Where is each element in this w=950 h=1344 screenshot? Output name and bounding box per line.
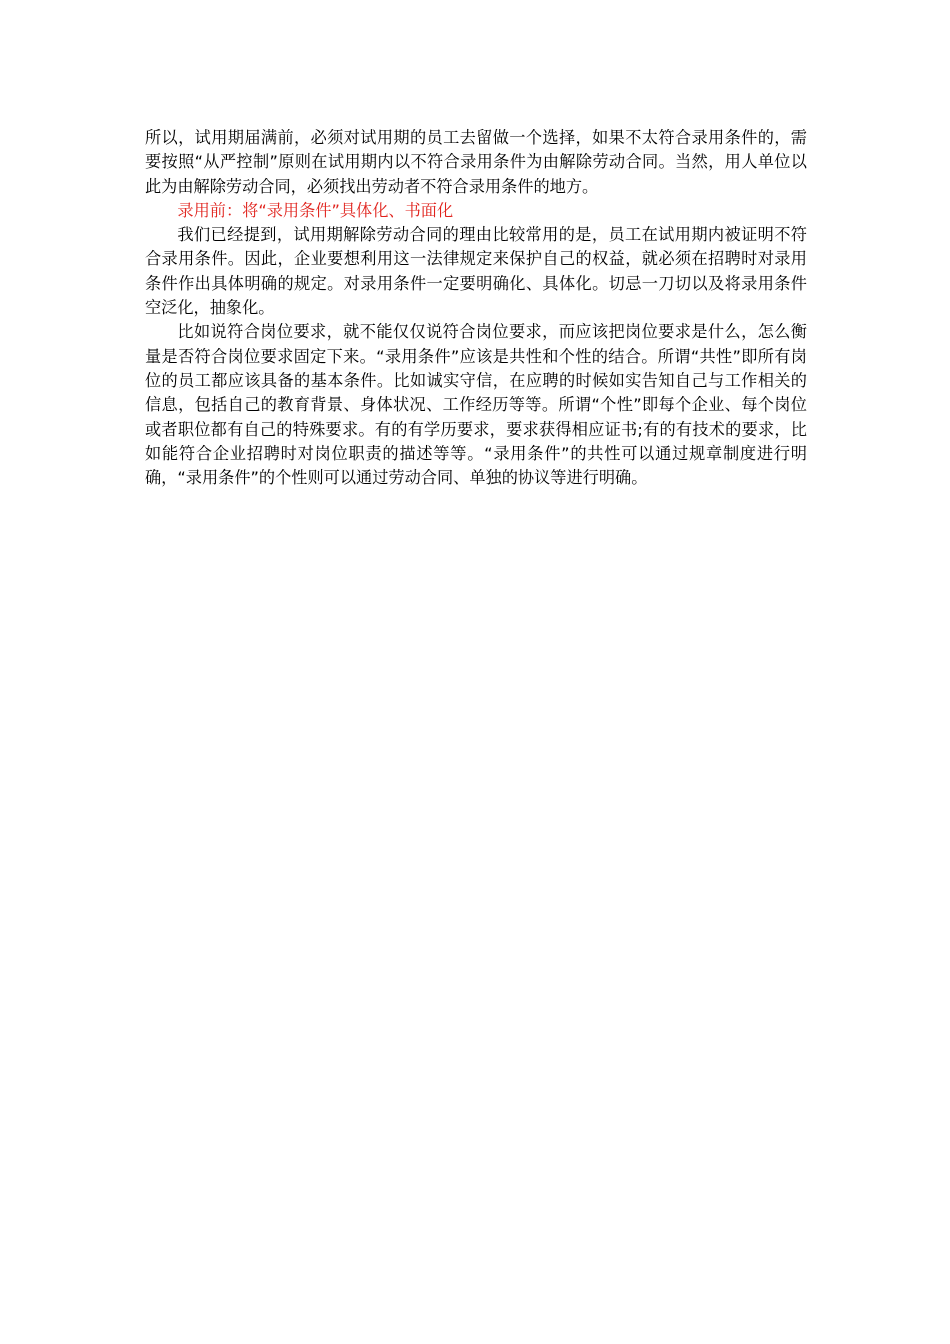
paragraph-hiring-conditions-specific: 我们已经提到，试用期解除劳动合同的理由比较常用的是，员工在试用期内被证明不符合录用条件。因此，企业要想利用这一法律规定来保护自己的权益，就必须在招聘时对录用条件作出具体明确的规定。对录用条件一定要明确化、具体化。切忌一刀切以及将录用条件空泛化，抽象化。: [145, 225, 807, 318]
section-heading-before-hiring: 录用前：将“录用条件”具体化、书面化: [177, 200, 454, 220]
paragraph-probation-choice: 所以，试用期届满前，必须对试用期的员工去留做一个选择，如果不太符合录用条件的，需要按照“从严控制”原则在试用期内以不符合录用条件为由解除劳动合同。当然，用人单位以此为由解除劳动合同，必须找出劳动者不符合录用条件的地方。: [145, 128, 807, 196]
document-page: [145, 126, 807, 490]
paragraph-common-and-individual-conditions: 比如说符合岗位要求，就不能仅仅说符合岗位要求，而应该把岗位要求是什么，怎么衡量是否符合岗位要求固定下来。“录用条件”应该是共性和个性的结合。所谓“共性”即所有岗位的员工都应该具备的基本条件。比如诚实守信，在应聘的时候如实告知自己与工作相关的信息，包括自己的教育背景、身体状况、工作经历等等。所谓“个性”即每个企业、每个岗位或者职位都有自己的特殊要求。有的有学历要求，要求获得相应证书;有的有技术的要求，比如能符合企业招聘时对岗位职责的描述等等。“录用条件”的共性可以通过规章制度进行明确，“录用条件”的个性则可以通过劳动合同、单独的协议等进行明确。: [145, 322, 807, 488]
